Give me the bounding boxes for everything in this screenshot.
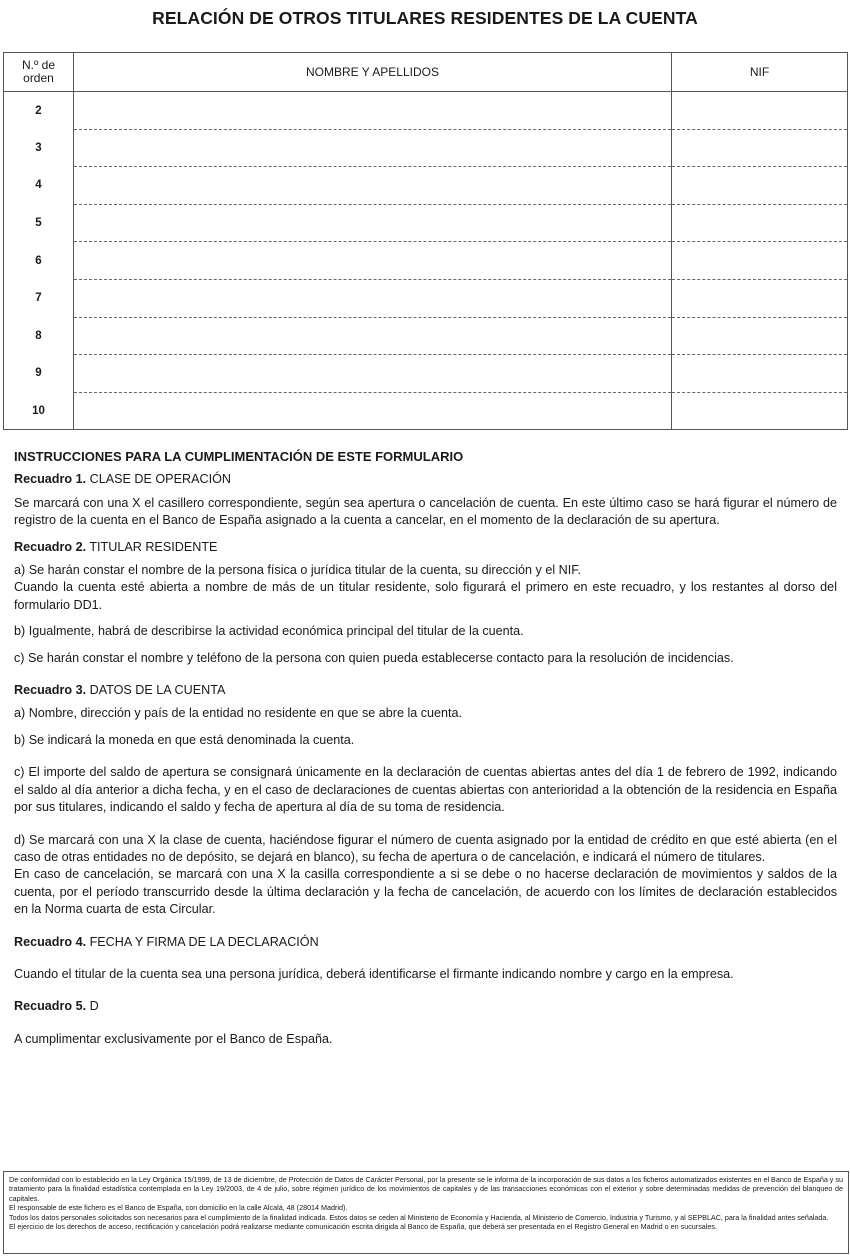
recuadro-5-text: A cumplimentar exclusivamente por el Banco de España.: [14, 1031, 333, 1046]
table-row: [4, 242, 848, 280]
recuadro-4-title: [14, 934, 837, 951]
row-number: 8: [4, 317, 74, 355]
recuadro-3-name: DATOS DE LA CUENTA: [86, 683, 226, 698]
nombre-field[interactable]: [74, 317, 672, 355]
nombre-field[interactable]: [74, 167, 672, 205]
row-number: 5: [4, 204, 74, 242]
recuadro-1-label: Recuadro 1.: [14, 472, 87, 487]
nif-field[interactable]: [672, 92, 848, 130]
column-header-nombre: NOMBRE Y APELLIDOS: [74, 53, 672, 92]
recuadro-5-title: [14, 998, 837, 1015]
table-row: [4, 392, 848, 430]
nif-field[interactable]: [672, 204, 848, 242]
recuadro-4-name: FECHA Y FIRMA DE LA DECLARACIÓN: [86, 934, 319, 949]
row-number: 9: [4, 355, 74, 393]
recuadro-2-item-c: c) Se harán constar el nombre y teléfono de la persona con quien pueda establecerse contacto para la resolución de incidencias.: [14, 650, 734, 665]
recuadro-2-item-a: a) Se harán constar el nombre de la persona física o jurídica titular de la cuenta, su dirección y el NIF.: [14, 563, 582, 578]
recuadro-2-item-b: b) Igualmente, habrá de describirse la actividad económica principal del titular de la cuenta.: [14, 624, 524, 639]
notice-paragraph-2: El responsable de este fichero es el Banco de España, con domicilio en la calle Alcalá, 48 (28014 Madrid).: [9, 1203, 348, 1213]
row-number: 2: [4, 92, 74, 130]
page-title: RELACIÓN DE OTROS TITULARES RESIDENTES DE LA CUENTA: [152, 8, 698, 28]
row-number: 7: [4, 279, 74, 317]
nombre-field[interactable]: [74, 92, 672, 130]
table-row: [4, 92, 848, 130]
recuadro-3-item-c: c) El importe del saldo de apertura se consignará únicamente en la declaración de cuentas abiertas antes del día 1 de febrero de 1992, indicando el saldo al día anterior a dicha fecha, y en el caso de declaraciones de cuentas abiertas con anterioridad a la obtención de la residencia en España por sus titulares, indicando el saldo y fecha de apertura al día de su toma de residencia.: [14, 765, 837, 815]
orden-header-line2: orden: [23, 71, 54, 85]
column-header-nif: NIF: [672, 53, 848, 92]
notice-paragraph-3: Todos los datos personales solicitados son necesarios para el cumplimiento de la finalidad indicada. Estos datos se ceden al Ministerio de Economía y Hacienda, al Ministerio de Comercio, Industria y Turismo, y al SEPBLAC, para la finalidad antes señalada.: [9, 1212, 829, 1222]
data-protection-notice: [3, 1171, 849, 1254]
recuadro-2-item-a-note: Cuando la cuenta esté abierta a nombre de más de un titular residente, solo figurará el primero en este recuadro, y los restantes al dorso del formulario DD1.: [14, 580, 837, 612]
recuadro-2-name: TITULAR RESIDENTE: [86, 539, 218, 554]
nombre-field[interactable]: [74, 392, 672, 430]
table-header-row: [4, 53, 848, 92]
nombre-field[interactable]: [74, 279, 672, 317]
recuadro-3-label: Recuadro 3.: [14, 683, 87, 698]
nif-field[interactable]: [672, 279, 848, 317]
nombre-field[interactable]: [74, 242, 672, 280]
row-number: 4: [4, 167, 74, 205]
nif-field[interactable]: [672, 129, 848, 167]
nif-field[interactable]: [672, 392, 848, 430]
instructions-section: [14, 448, 837, 1057]
table-row: [4, 317, 848, 355]
table-row: [4, 279, 848, 317]
recuadro-3-item-d-note: En caso de cancelación, se marcará con una X la casilla correspondiente a si se debe o no hacerse declaración de movimientos y saldos de la cuenta, por el período transcurrido desde la última declaración y la fecha de cancelación, de acuerdo con los límites de declaración establecidos en la Norma cuarta de esta Circular.: [14, 867, 837, 917]
recuadro-4-text: Cuando el titular de la cuenta sea una persona jurídica, deberá identificarse el firmante indicando nombre y cargo en la empresa.: [14, 966, 734, 981]
nombre-field[interactable]: [74, 355, 672, 393]
table-row: [4, 355, 848, 393]
recuadro-3-title: [14, 682, 837, 699]
recuadro-3-item-d: d) Se marcará con una X la clase de cuenta, haciéndose figurar el número de cuenta asignado por la entidad de crédito en que esté abierta (en el caso de otras entidades no de depósito, se dejará en blanco), su fecha de apertura o de cancelación, e indicará el número de titulares.: [14, 832, 837, 864]
column-header-orden: [4, 53, 74, 92]
nombre-field[interactable]: [74, 129, 672, 167]
row-number: 6: [4, 242, 74, 280]
table-row: [4, 204, 848, 242]
notice-paragraph-1: De conformidad con lo establecido en la Ley Orgánica 15/1999, de 13 de diciembre, de Protección de Datos de Carácter Personal, por la presente se le informa de la incorporación de sus datos a los ficheros automatizados existentes en el Banco de España y su tratamiento para la finalidad estadística contemplada en la Ley 19/2003, de 4 de julio, sobre régimen jurídico de los movimientos de capitales y de las transacciones económicas con el exterior y sobre determinadas medidas de prevención del blanqueo de capitales.: [9, 1175, 843, 1203]
orden-header-line1: N.º de: [21, 58, 56, 72]
row-number: 10: [4, 392, 74, 430]
nif-field[interactable]: [672, 355, 848, 393]
recuadro-1-title: [14, 471, 837, 488]
recuadro-1-name: CLASE DE OPERACIÓN: [86, 472, 231, 487]
nif-field[interactable]: [672, 242, 848, 280]
recuadro-3-item-a: a) Nombre, dirección y país de la entidad no residente en que se abre la cuenta.: [14, 706, 463, 721]
recuadro-2-label: Recuadro 2.: [14, 539, 87, 554]
recuadro-5-name: D: [86, 999, 99, 1014]
nombre-field[interactable]: [74, 204, 672, 242]
nif-field[interactable]: [672, 167, 848, 205]
holders-table: [3, 52, 848, 430]
instructions-heading: INSTRUCCIONES PARA LA CUMPLIMENTACIÓN DE ESTE FORMULARIO: [14, 449, 464, 464]
recuadro-1-text: Se marcará con una X el casillero correspondiente, según sea apertura o cancelación de cuenta. En este último caso se hará figurar el número de registro de la cuenta en el Banco de España asignado a la cuenta a cancelar, en el momento de la declaración de su apertura.: [14, 495, 837, 528]
table-row: [4, 167, 848, 205]
recuadro-3-item-b: b) Se indicará la moneda en que está denominada la cuenta.: [14, 732, 355, 747]
nif-field[interactable]: [672, 317, 848, 355]
recuadro-4-label: Recuadro 4.: [14, 934, 87, 949]
recuadro-5-label: Recuadro 5.: [14, 999, 87, 1014]
recuadro-2-title: [14, 539, 837, 556]
table-row: [4, 129, 848, 167]
row-number: 3: [4, 129, 74, 167]
notice-paragraph-4: El ejercicio de los derechos de acceso, rectificación y cancelación podrá realizarse mediante comunicación escrita dirigida al Banco de España, que deberá ser presentada en el Registro General en Madrid o en sucursales.: [9, 1222, 717, 1232]
